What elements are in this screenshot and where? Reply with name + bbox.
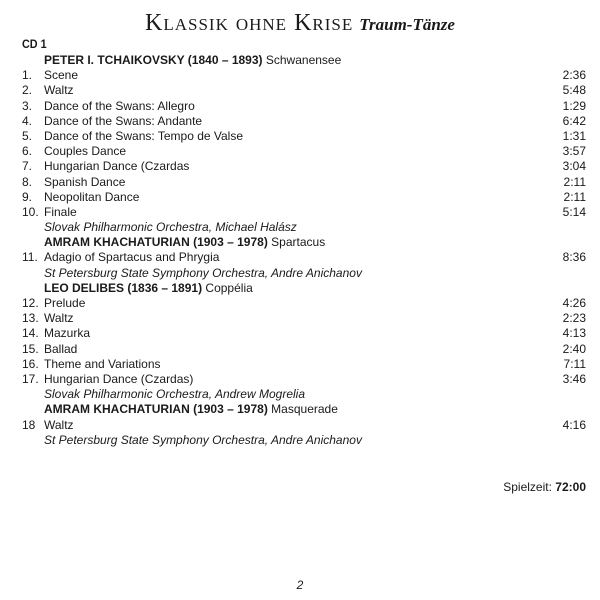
track-row xyxy=(22,342,586,357)
track-number: 8. xyxy=(22,174,33,189)
track-number: 5. xyxy=(22,128,33,143)
track-title: Finale xyxy=(44,204,77,219)
composer-line xyxy=(44,235,325,250)
composer-line xyxy=(44,281,253,296)
booklet-header xyxy=(0,10,600,37)
track-number: 7. xyxy=(22,159,33,174)
track-number: 18 xyxy=(22,417,36,432)
track-row xyxy=(22,129,586,144)
performer-credit xyxy=(22,387,586,402)
track-duration: 4:13 xyxy=(562,326,586,341)
track-title: Ballad xyxy=(44,341,78,356)
work-title: Spartacus xyxy=(271,235,326,250)
track-row xyxy=(22,83,586,98)
total-playtime xyxy=(503,480,586,494)
track-row xyxy=(22,68,586,83)
performer-name: St Petersburg State Symphony Orchestra, Andre Anichanov xyxy=(44,265,362,280)
track-row xyxy=(22,99,586,114)
track-row xyxy=(22,372,586,387)
track-title: Spanish Dance xyxy=(44,174,126,189)
track-duration: 5:14 xyxy=(562,204,586,219)
work-title: Schwanensee xyxy=(265,53,342,67)
track-title: Hungarian Dance (Czardas xyxy=(44,159,190,174)
track-duration: 3:57 xyxy=(562,144,586,159)
track-title: Adagio of Spartacus and Phrygia xyxy=(44,250,220,265)
composer-name: AMRAM KHACHATURIAN (1903 – 1978) xyxy=(44,402,268,417)
track-row xyxy=(22,205,586,220)
track-duration: 2:40 xyxy=(562,341,586,356)
track-number: 16. xyxy=(22,356,39,371)
track-title: Dance of the Swans: Allegro xyxy=(44,98,195,113)
track-number: 13. xyxy=(22,311,39,326)
track-row xyxy=(22,250,586,265)
track-duration: 4:26 xyxy=(562,296,586,310)
track-duration: 1:31 xyxy=(562,128,586,143)
performer-credit xyxy=(22,220,586,235)
track-title: Prelude xyxy=(44,296,86,310)
track-row xyxy=(22,144,586,159)
composer-name: LEO DELIBES (1836 – 1891) xyxy=(44,280,203,295)
performer-credit xyxy=(22,433,586,448)
track-title: Waltz xyxy=(44,311,74,326)
track-row xyxy=(22,357,586,372)
work-title: Masquerade xyxy=(271,402,338,417)
page-number: 2 xyxy=(296,578,304,592)
composer-line xyxy=(44,53,341,68)
track-row xyxy=(22,326,586,341)
performer-name: St Petersburg State Symphony Orchestra, Andre Anichanov xyxy=(44,432,362,447)
track-duration: 6:42 xyxy=(562,113,586,128)
composer-heading xyxy=(22,402,586,417)
track-duration: 4:16 xyxy=(562,417,586,432)
track-title: Hungarian Dance (Czardas) xyxy=(44,371,194,386)
series-title: Klassik ohne Krise xyxy=(145,10,354,36)
track-row xyxy=(22,311,586,326)
track-duration: 3:46 xyxy=(562,371,586,386)
track-number: 14. xyxy=(22,326,39,341)
track-row xyxy=(22,159,586,174)
track-number: 6. xyxy=(22,144,33,159)
performer-credit xyxy=(22,266,586,281)
track-duration: 7:11 xyxy=(563,356,586,371)
composer-name: AMRAM KHACHATURIAN (1903 – 1978) xyxy=(44,235,268,250)
track-title: Scene xyxy=(44,68,79,83)
track-number: 3. xyxy=(22,98,33,113)
track-number: 10. xyxy=(22,204,39,219)
track-number: 9. xyxy=(22,189,33,204)
track-duration: 8:36 xyxy=(562,250,586,265)
composer-heading xyxy=(22,53,586,68)
track-number: 1. xyxy=(22,68,33,83)
track-title: Dance of the Swans: Andante xyxy=(44,113,203,128)
cd-label: CD 1 xyxy=(22,37,47,51)
track-title: Waltz xyxy=(44,417,74,432)
track-row xyxy=(22,418,586,433)
track-number: 11. xyxy=(22,250,38,265)
composer-line xyxy=(44,402,338,417)
track-number: 15. xyxy=(22,341,39,356)
track-row xyxy=(22,175,586,190)
track-duration: 2:36 xyxy=(562,68,586,83)
track-duration: 1:29 xyxy=(562,98,586,113)
track-duration: 3:04 xyxy=(562,159,586,174)
track-duration: 2:23 xyxy=(562,311,586,326)
track-title: Theme and Variations xyxy=(44,356,161,371)
total-label: Spielzeit: xyxy=(503,480,552,494)
tracklist xyxy=(22,53,586,448)
performer-name: Slovak Philharmonic Orchestra, Andrew Mogrelia xyxy=(44,387,305,402)
track-row xyxy=(22,114,586,129)
track-duration: 5:48 xyxy=(562,83,586,98)
track-row xyxy=(22,296,586,311)
track-duration: 2:11 xyxy=(563,189,586,204)
track-title: Waltz xyxy=(44,83,74,98)
performer-name: Slovak Philharmonic Orchestra, Michael Halász xyxy=(44,220,297,235)
track-row xyxy=(22,190,586,205)
track-title: Neopolitan Dance xyxy=(44,189,140,204)
track-number: 17. xyxy=(22,371,39,386)
composer-heading xyxy=(22,281,586,296)
composer-heading xyxy=(22,235,586,250)
track-number: 4. xyxy=(22,113,33,128)
composer-name: PETER I. TCHAIKOVSKY (1840 – 1893) xyxy=(44,53,263,67)
track-title: Dance of the Swans: Tempo de Valse xyxy=(44,128,244,143)
track-title: Mazurka xyxy=(44,326,91,341)
total-value: 72:00 xyxy=(555,480,586,494)
work-title: Coppélia xyxy=(205,280,253,295)
track-number: 12. xyxy=(22,296,39,310)
track-number: 2. xyxy=(22,83,33,98)
track-duration: 2:11 xyxy=(563,174,586,189)
album-subtitle: Traum-Tänze xyxy=(359,15,455,34)
track-title: Couples Dance xyxy=(44,144,127,159)
